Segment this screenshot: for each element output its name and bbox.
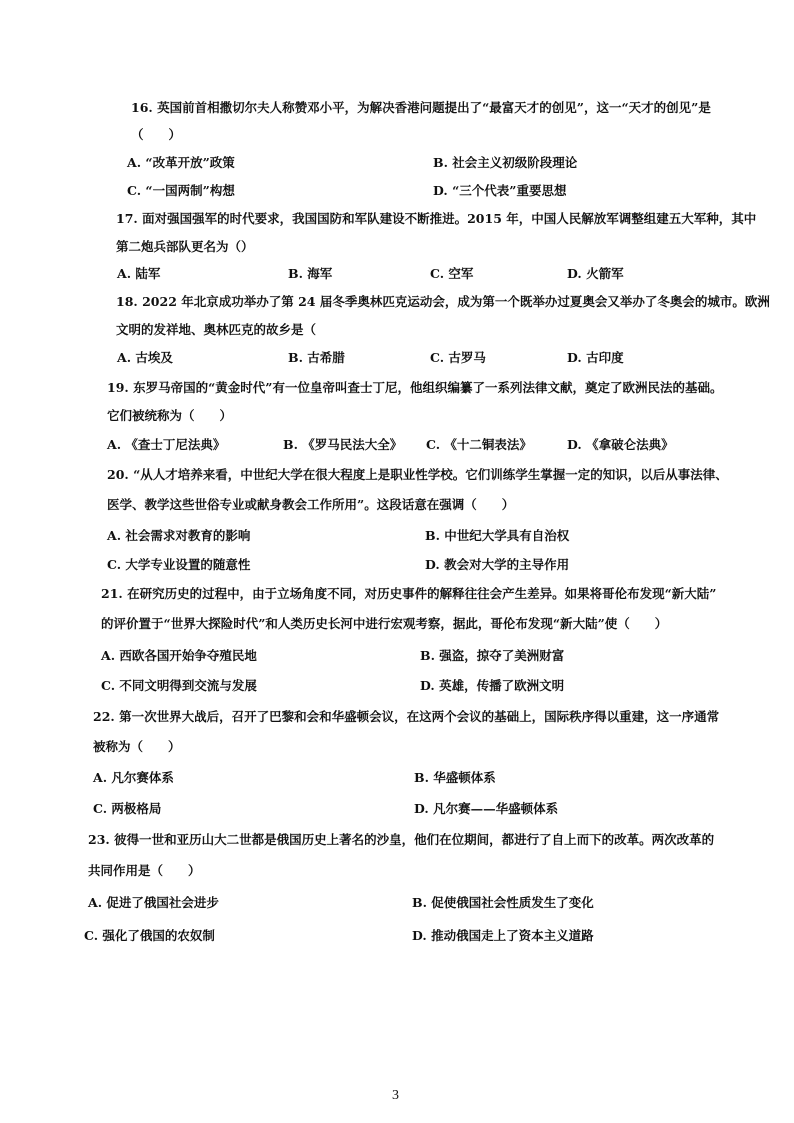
page-number: 3 — [392, 1088, 399, 1103]
question-19-option-c: C. 《十二铜表法》 — [426, 437, 532, 452]
question-22-option-a: A. 凡尔赛体系 — [93, 770, 174, 785]
question-18-option-a: A. 古埃及 — [117, 350, 173, 365]
question-23-stem-line-2: 共同作用是（ ） — [88, 863, 201, 878]
question-17-option-d: D. 火箭军 — [567, 266, 624, 281]
question-16-option-d: D. “三个代表”重要思想 — [433, 183, 567, 198]
question-18-option-d: D. 古印度 — [567, 350, 624, 365]
question-21-stem-line-2: 的评价置于“世界大探险时代”和人类历史长河中进行宏观考察，据此，哥伦布发现“新大陆”使（ ） — [101, 616, 668, 631]
question-16-option-c: C. “一国两制”构想 — [127, 183, 235, 198]
question-21-option-b: B. 强盗，掠夺了美洲财富 — [420, 648, 565, 663]
question-16-stem-line-1: 16. 英国前首相撒切尔夫人称赞邓小平，为解决香港问题提出了“最富天才的创见”，这一“天才的创见”是 — [131, 100, 711, 115]
question-23-option-c: C. 强化了俄国的农奴制 — [84, 928, 215, 943]
question-21-stem-line-1: 21. 在研究历史的过程中，由于立场角度不同，对历史事件的解释往往会产生差异。如果将哥伦布发现“新大陆” — [101, 586, 717, 601]
question-22-option-c: C. 两极格局 — [93, 801, 162, 816]
question-19-stem-line-1: 19. 东罗马帝国的“黄金时代”有一位皇帝叫查士丁尼，他组织编纂了一系列法律文献，奠定了欧洲民法的基础。 — [107, 380, 723, 395]
question-20-option-b: B. 中世纪大学具有自治权 — [425, 528, 570, 543]
question-22-option-b: B. 华盛顿体系 — [414, 770, 496, 785]
question-17-option-a: A. 陆军 — [117, 266, 161, 281]
question-23-option-b: B. 促使俄国社会性质发生了变化 — [412, 895, 594, 910]
question-20-option-c: C. 大学专业设置的随意性 — [107, 557, 251, 572]
question-19-option-a: A. 《查士丁尼法典》 — [107, 437, 226, 452]
question-22-stem-line-2: 被称为（ ） — [93, 739, 181, 754]
question-18-option-c: C. 古罗马 — [430, 350, 486, 365]
question-18-stem-line-1: 18. 2022 年北京成功举办了第 24 届冬季奥林匹克运动会，成为第一个既举办过夏奥会又举办了冬奥会的城市。欧洲 — [116, 294, 770, 309]
question-19-option-b: B. 《罗马民法大全》 — [283, 437, 403, 452]
question-17-stem-line-2: 第二炮兵部队更名为（） — [116, 239, 254, 254]
question-20-option-d: D. 教会对大学的主导作用 — [425, 557, 570, 572]
question-18-stem-line-2: 文明的发祥地、奥林匹克的故乡是（ — [116, 322, 317, 337]
question-19-option-d: D. 《拿破仑法典》 — [567, 437, 674, 452]
question-18-option-b: B. 古希腊 — [288, 350, 345, 365]
question-20-stem-line-2: 医学、教学这些世俗专业或献身教会工作所用”。这段话意在强调（ ） — [107, 497, 515, 512]
question-17-option-b: B. 海军 — [288, 266, 333, 281]
question-17-option-c: C. 空军 — [430, 266, 474, 281]
question-16-stem-line-2: （ ） — [131, 127, 182, 142]
question-19-stem-line-2: 它们被统称为（ ） — [107, 408, 233, 423]
question-23-option-a: A. 促进了俄国社会进步 — [88, 895, 219, 910]
question-17-stem-line-1: 17. 面对强国强军的时代要求，我国国防和军队建设不断推进。2015 年，中国人民解放军调整组建五大军种，其中 — [116, 211, 757, 226]
question-16-option-b: B. 社会主义初级阶段理论 — [433, 155, 578, 170]
question-21-option-a: A. 西欧各国开始争夺殖民地 — [101, 648, 257, 663]
question-16-option-a: A. “改革开放”政策 — [127, 155, 235, 170]
question-22-option-d: D. 凡尔赛——华盛顿体系 — [414, 801, 559, 816]
question-23-option-d: D. 推动俄国走上了资本主义道路 — [412, 928, 594, 943]
question-21-option-d: D. 英雄，传播了欧洲文明 — [420, 678, 565, 693]
question-21-option-c: C. 不同文明得到交流与发展 — [101, 678, 257, 693]
question-20-option-a: A. 社会需求对教育的影响 — [107, 528, 251, 543]
question-22-stem-line-1: 22. 第一次世界大战后，召开了巴黎和会和华盛顿会议，在这两个会议的基础上，国际秩序得以重建，这一序通常 — [93, 709, 720, 724]
question-20-stem-line-1: 20. “从人才培养来看，中世纪大学在很大程度上是职业性学校。它们训练学生掌握一定的知识，以后从事法律、 — [107, 467, 728, 482]
question-23-stem-line-1: 23. 彼得一世和亚历山大二世都是俄国历史上著名的沙皇，他们在位期间，都进行了自上而下的改革。两次改革的 — [88, 832, 715, 847]
